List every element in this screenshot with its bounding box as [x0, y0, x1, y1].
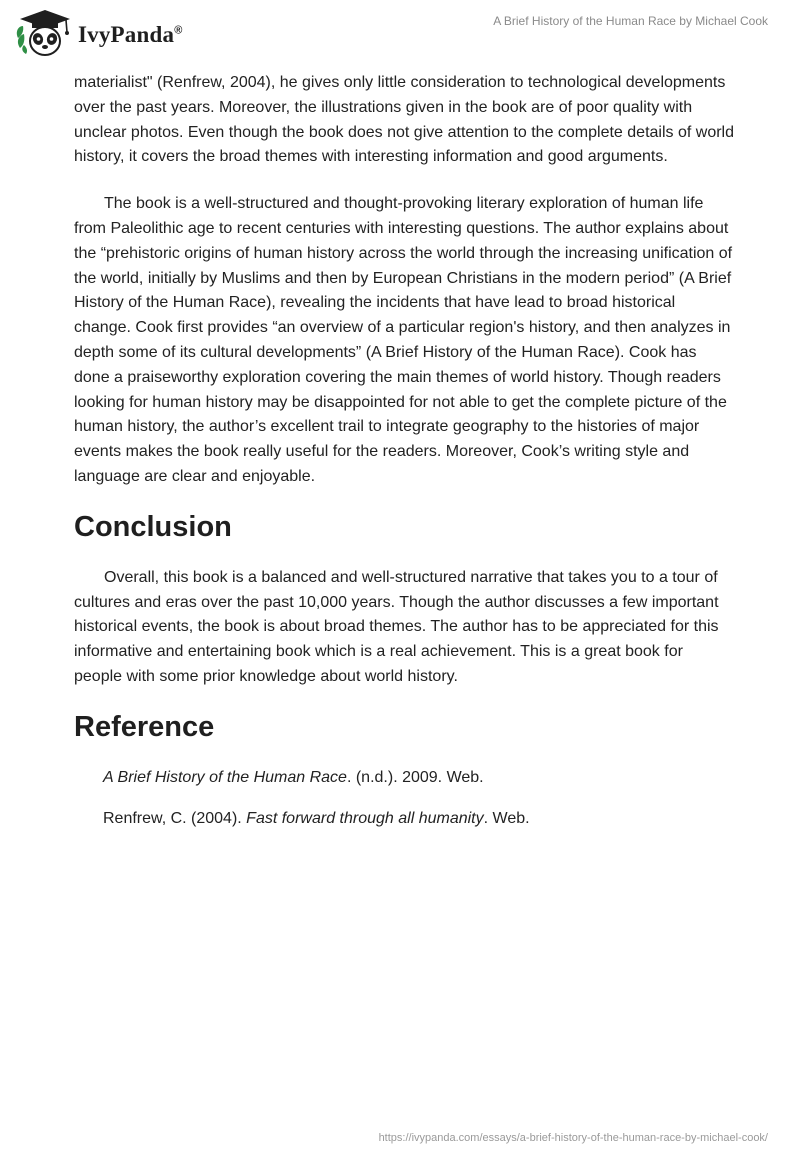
reference-item [103, 766, 734, 791]
page-header [0, 0, 800, 70]
reference-item [103, 807, 734, 832]
document-title: A Brief History of the Human Race by Michael Cook [493, 14, 768, 28]
reference-details: . Web. [483, 809, 530, 827]
reference-heading: Reference [74, 710, 215, 743]
panda-graduate-icon [14, 8, 76, 60]
reference-list [74, 766, 734, 832]
reference-author: Renfrew, C. (2004). [103, 809, 247, 827]
registered-mark: ® [174, 24, 183, 37]
reference-title: A Brief History of the Human Race [103, 768, 347, 786]
paragraph-conclusion: Overall, this book is a balanced and well-structured narrative that takes you to a tour of cultures and eras over the past 10,000 years. Though the author discusses a few important historical events, the book is about broad themes. The author has to be appreciated for this informative and entertaining book which is a real achievement. This is a great book for people with some prior knowledge about world history. [74, 568, 719, 685]
reference-title: Fast forward through all humanity [246, 809, 484, 827]
reference-details: . (n.d.). 2009. Web. [346, 768, 484, 786]
essay-content [74, 71, 734, 847]
paragraph-book-review: The book is a well-structured and thought-provoking literary exploration of human life from Paleolithic age to recent centuries with interesting questions. The author explains about the “prehistoric origins of human history across the world through the increasing unification of the world, initially by Muslims and then by European Christians in the modern period” (A Brief History of the Human Race), revealing the incidents that have lead to broad historical change. Cook first provides “an overview of a particular region's history, and then analyzes in depth some of its cultural developments” (A Brief History of the Human Race). Cook has done a praiseworthy exploration covering the main themes of world history. Though readers looking for human history may be disappointed for not able to get the complete picture of the human history, the author’s excellent trail to integrate geography to the histories of major events makes the book really useful for the readers. Moreover, Cook’s writing style and language are clear and enjoyable. [74, 195, 733, 485]
conclusion-heading: Conclusion [74, 510, 232, 543]
footer-url[interactable]: https://ivypanda.com/essays/a-brief-history-of-the-human-race-by-michael-cook/ [378, 1132, 768, 1144]
ivypanda-logo[interactable] [14, 8, 183, 60]
logo-wordmark: IvyPanda [78, 22, 175, 47]
paragraph-continued: materialist" (Renfrew, 2004), he gives only little consideration to technological developments over the past years. Moreover, the illustrations given in the book are of poor quality with unclear photos. Even though the book does not give attention to the complete details of world history, it covers the broad themes with interesting information and good arguments. [74, 74, 734, 166]
logo-text [78, 22, 183, 48]
